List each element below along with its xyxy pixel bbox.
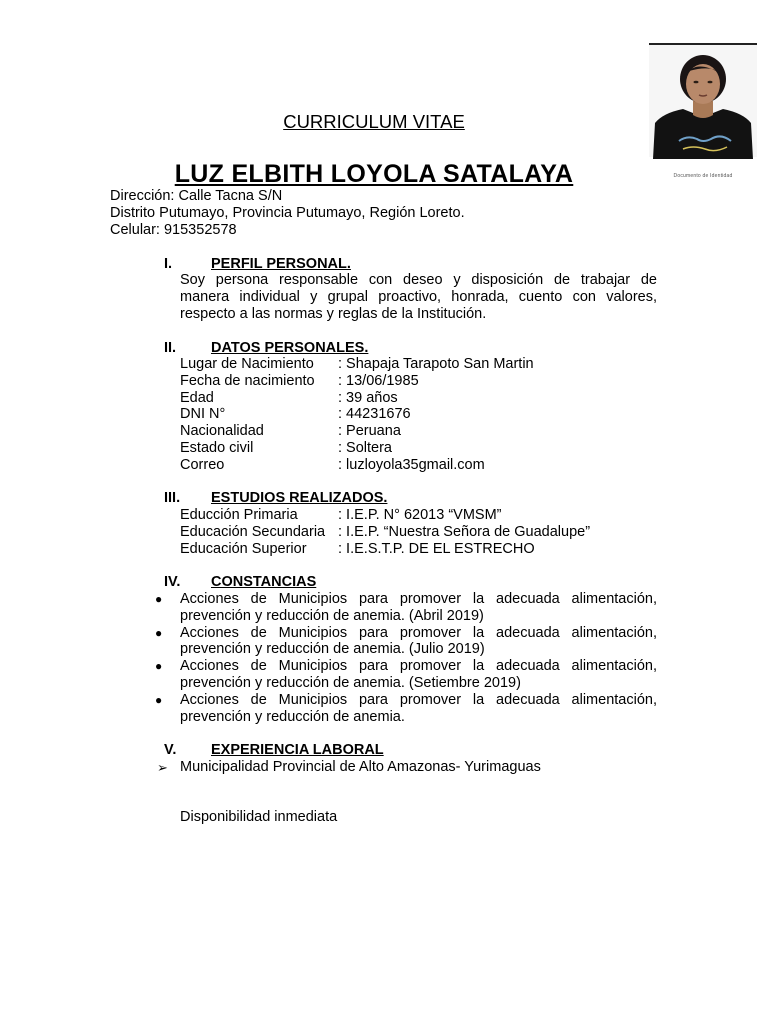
section-number-datos: II.	[164, 340, 177, 356]
profile-text-line: Soy persona responsable con deseo y disposición de trabajar de	[180, 272, 657, 288]
certificate-line: prevención y reducción de anemia. (Julio 2019)	[180, 641, 485, 657]
study-value: : I.E.P. N° 62013 “VMSM”	[338, 507, 502, 523]
data-label: Lugar de Nacimiento	[180, 356, 314, 372]
data-value: : 13/06/1985	[338, 373, 419, 389]
section-number-constancias: IV.	[164, 574, 181, 590]
section-number-estudios: III.	[164, 490, 181, 506]
section-title-experiencia: EXPERIENCIA LABORAL	[211, 742, 384, 758]
section-number-perfil: I.	[164, 256, 173, 272]
certificate-line: Acciones de Municipios para promover la adecuada alimentación,	[180, 591, 657, 607]
data-label: Nacionalidad	[180, 423, 264, 439]
email-value: : luzloyola35gmail.com	[338, 457, 485, 473]
bullet-icon: ●	[155, 592, 163, 606]
certificate-line: Acciones de Municipios para promover la adecuada alimentación,	[180, 692, 657, 708]
section-title-estudios: ESTUDIOS REALIZADOS.	[211, 490, 388, 506]
certificate-line: Acciones de Municipios para promover la adecuada alimentación,	[180, 658, 657, 674]
experience-item: Municipalidad Provincial de Alto Amazonas- Yurimaguas	[180, 759, 541, 775]
section-number-experiencia: V.	[164, 742, 177, 758]
data-label: Edad	[180, 390, 214, 406]
study-value: : I.E.P. “Nuestra Señora de Guadalupe”	[338, 524, 591, 540]
data-label: Correo	[180, 457, 225, 473]
profile-text-line: manera individual y grupal proactivo, honrada, cuento con valores,	[180, 289, 657, 305]
photo-caption: Documento de Identidad	[673, 173, 733, 179]
study-label: Educación Secundaria	[180, 524, 326, 540]
phone-line: Celular: 915352578	[110, 222, 237, 238]
bullet-icon: ●	[155, 626, 163, 640]
bullet-icon: ●	[155, 693, 163, 707]
availability-note: Disponibilidad inmediata	[180, 809, 338, 825]
bullet-icon: ●	[155, 659, 163, 673]
study-label: Educación Superior	[180, 541, 307, 557]
profile-text-line: respecto a las normas y reglas de la Institución.	[180, 306, 487, 322]
data-label: Estado civil	[180, 440, 254, 456]
section-title-constancias: CONSTANCIAS	[211, 574, 317, 590]
study-value: : I.E.S.T.P. DE EL ESTRECHO	[338, 541, 535, 557]
certificate-line: prevención y reducción de anemia.	[180, 709, 405, 725]
data-label: Fecha de nacimiento	[180, 373, 315, 389]
data-value: : 39 años	[338, 390, 398, 406]
study-label: Educción Primaria	[180, 507, 298, 523]
arrow-bullet-icon: ➢	[157, 760, 168, 775]
certificate-line: prevención y reducción de anemia. (Abril 2019)	[180, 608, 484, 624]
person-name: LUZ ELBITH LOYOLA SATALAYA	[174, 160, 574, 188]
certificate-line: prevención y reducción de anemia. (Setiembre 2019)	[180, 675, 521, 691]
section-title-datos: DATOS PERSONALES.	[211, 340, 369, 356]
data-value: : Shapaja Tarapoto San Martin	[338, 356, 534, 372]
data-label: DNI N°	[180, 406, 226, 422]
certificate-line: Acciones de Municipios para promover la adecuada alimentación,	[180, 625, 657, 641]
document-title: CURRICULUM VITAE	[283, 111, 465, 132]
data-value: : 44231676	[338, 406, 411, 422]
data-value: : Soltera	[338, 440, 392, 456]
address-line: Dirección: Calle Tacna S/N	[110, 188, 283, 204]
data-value: : Peruana	[338, 423, 401, 439]
district-line: Distrito Putumayo, Provincia Putumayo, Región Loreto.	[110, 205, 465, 221]
section-title-perfil: PERFIL PERSONAL.	[211, 256, 351, 272]
